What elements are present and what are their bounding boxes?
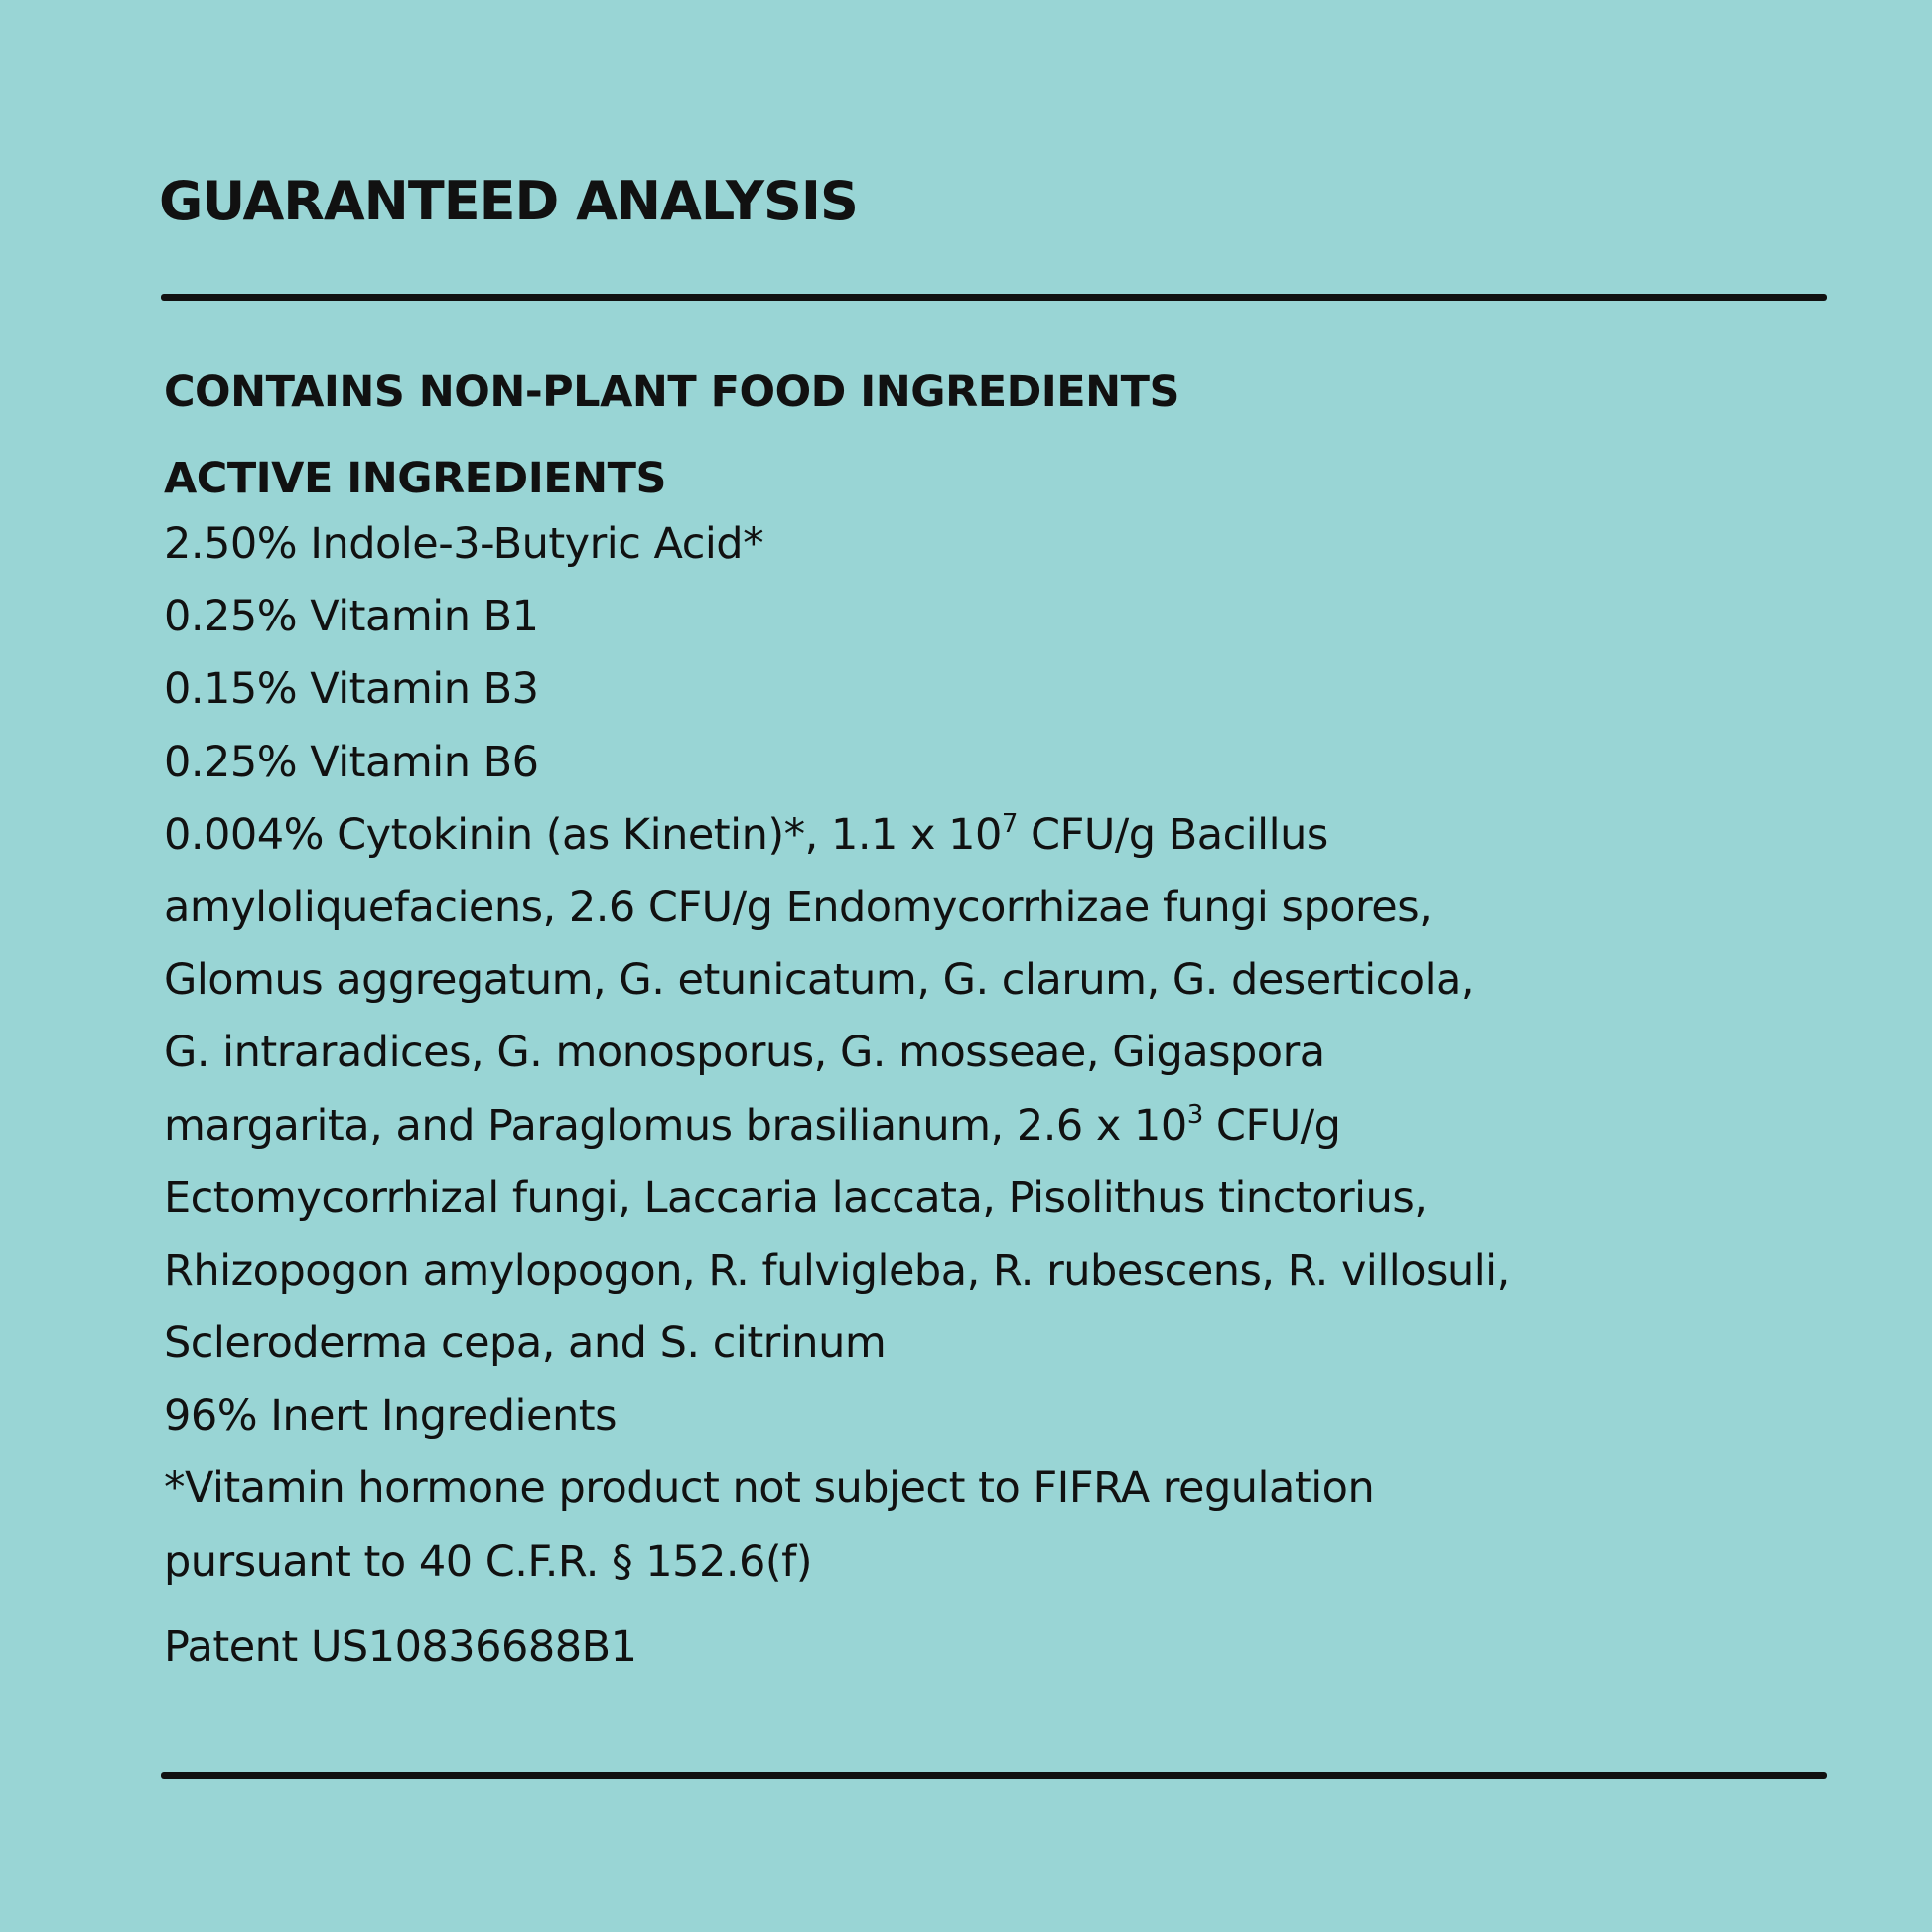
composition-line: amyloliquefaciens, 2.6 CFU/g Endomycorrhizae fungi spores,	[164, 882, 1433, 932]
exponent: 7	[1001, 808, 1018, 839]
composition-text: 0.004% Cytokinin (as Kinetin)*, 1.1 x 10	[164, 809, 1002, 860]
ingredient-line: 2.50% Indole-3-Butyric Acid*	[164, 519, 764, 569]
analysis-content	[164, 362, 1792, 1684]
composition-line: Glomus aggregatum, G. etunicatum, G. clarum, G. deserticola,	[164, 955, 1475, 1006]
non-plant-food-notice: CONTAINS NON-PLANT FOOD INGREDIENTS	[164, 367, 1179, 417]
composition-text: CFU/g Bacillus	[1017, 809, 1328, 860]
bottom-divider	[161, 1772, 1827, 1779]
composition-text: margarita, and Paraglomus brasilianum, 2.6 x 10	[164, 1100, 1187, 1151]
ingredient-line: 0.25% Vitamin B1	[164, 592, 539, 642]
composition-line: Scleroderma cepa, and S. citrinum	[164, 1318, 887, 1369]
inert-ingredients: 96% Inert Ingredients	[164, 1391, 617, 1442]
footnote-line: pursuant to 40 C.F.R. § 152.6(f)	[164, 1536, 813, 1587]
composition-text: CFU/g	[1202, 1100, 1341, 1151]
composition-line: G. intraradices, G. monosporus, G. mosseae, Gigaspora	[164, 1028, 1325, 1078]
patent-number: Patent US10836688B1	[164, 1621, 637, 1672]
composition-line	[164, 1090, 1792, 1163]
footnote-line: *Vitamin hormone product not subject to FIFRA regulation	[164, 1463, 1375, 1514]
ingredient-line: 0.15% Vitamin B3	[164, 664, 539, 715]
ingredient-line: 0.25% Vitamin B6	[164, 737, 539, 787]
top-divider	[161, 294, 1827, 301]
active-ingredients-heading: ACTIVE INGREDIENTS	[164, 454, 666, 503]
exponent: 3	[1186, 1099, 1203, 1130]
page-title: GUARANTEED ANALYSIS	[159, 170, 858, 232]
composition-line	[164, 799, 1792, 872]
ingredient-list	[164, 508, 1792, 1598]
composition-line: Rhizopogon amylopogon, R. fulvigleba, R. rubescens, R. villosuli,	[164, 1245, 1510, 1296]
composition-line: Ectomycorrhizal fungi, Laccaria laccata, Pisolithus tinctorius,	[164, 1173, 1428, 1223]
